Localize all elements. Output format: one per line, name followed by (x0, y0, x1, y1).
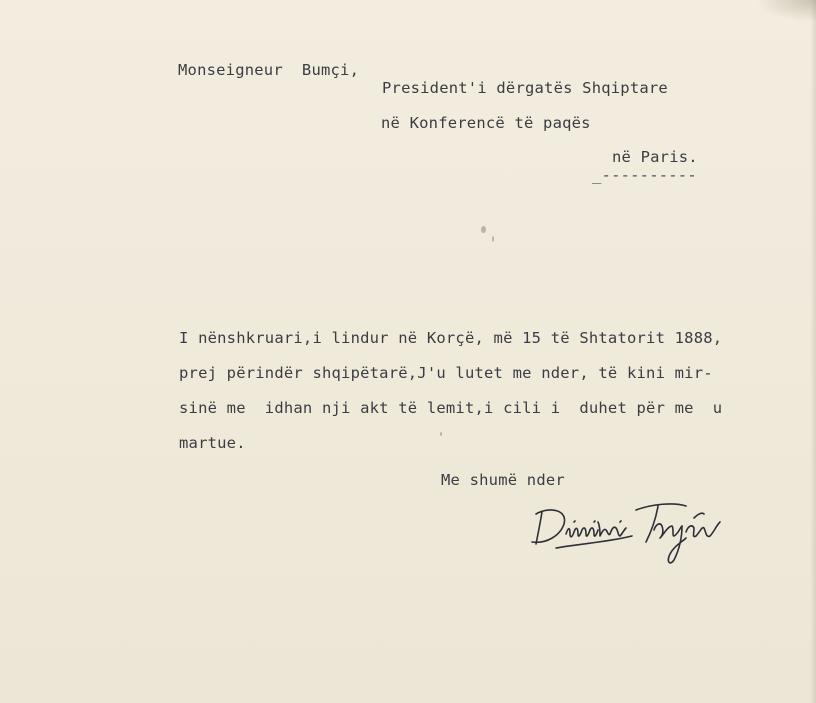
body-line-4: martue. (179, 434, 246, 452)
recipient-title-line-2: në Konferencë të paqës (381, 114, 591, 132)
body-line-3: sinë me idhan nji akt të lemit,i cili i duhet për me u (179, 399, 723, 417)
paper-mark (492, 236, 494, 242)
recipient-city: në Paris. (612, 148, 698, 166)
recipient-title-line-1: President'i dërgatës Shqiptare (382, 79, 668, 97)
page-corner-stain (756, 0, 816, 22)
salutation: Monseigneur Bumçi, (178, 61, 360, 79)
paper-mark (440, 432, 442, 436)
handwritten-signature (528, 492, 738, 570)
body-line-2: prej përindër shqipëtarë,J'u lutet me nder, të kini mir- (179, 364, 713, 382)
body-line-1: I nënshkruari,i lindur në Korçë, më 15 të Shtatorit 1888, (179, 329, 723, 347)
page-edge-shadow (810, 0, 816, 703)
paper-mark (481, 226, 486, 233)
address-separator: _---------- (592, 166, 697, 184)
closing-phrase: Me shumë nder (441, 471, 565, 489)
